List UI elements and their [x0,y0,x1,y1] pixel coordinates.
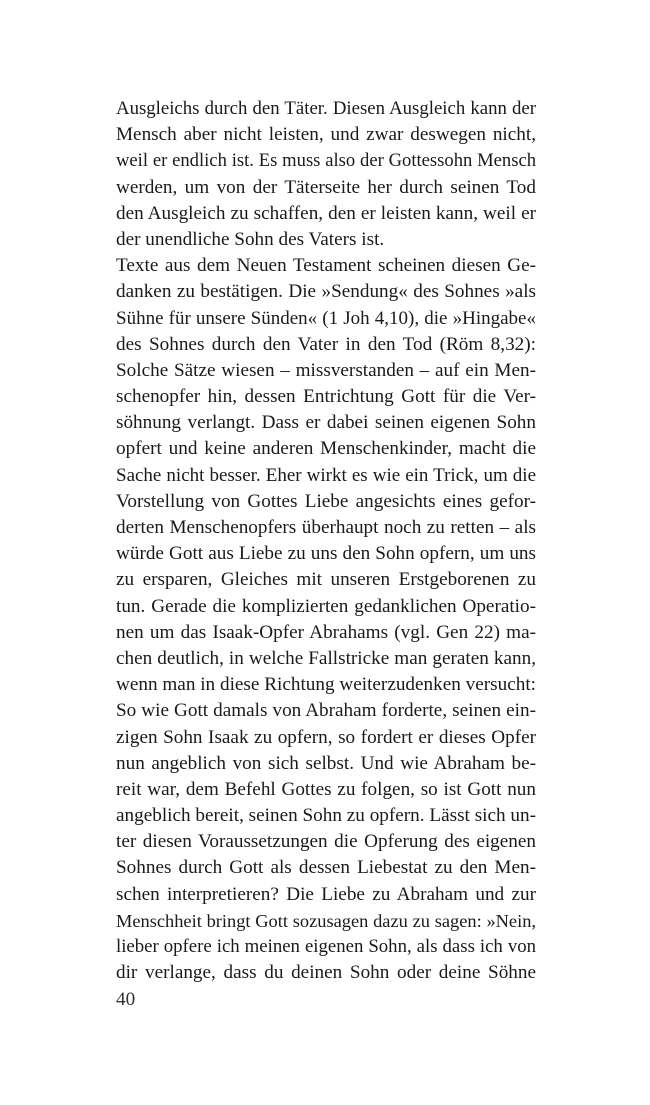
text-line: Sühne für unsere Sünden« (1 Joh 4,10), die »Hingabe« [116,307,536,329]
text-line: tun. Gerade die komplizierten gedanklichen Operatio- [116,595,536,617]
page-number: 40 [116,989,136,1010]
text-line: Texte aus dem Neuen Testament scheinen diesen Ge- [116,255,536,277]
text-line: des Sohnes durch den Vater in den Tod (Röm 8,32): [116,333,536,355]
text-line: den Ausgleich zu schaffen, den er leisten kann, weil er [116,202,536,224]
text-line: zu ersparen, Gleiches mit unseren Erstgeborenen zu [116,569,536,591]
text-line: dir verlange, dass du deinen Sohn oder deine Söhne [116,962,536,984]
text-line: nen um das Isaak-Opfer Abrahams (vgl. Gen 22) ma- [116,621,536,643]
text-line: chen deutlich, in welche Fallstricke man geraten kann, [116,647,536,669]
text-line: lieber opfere ich meinen eigenen Sohn, als dass ich von [116,936,536,957]
text-line: wenn man in diese Richtung weiterzudenken versucht: [116,674,536,696]
text-line: weil er endlich ist. Es muss also der Gottessohn Mensch [116,150,536,172]
text-line: nun angeblich von sich selbst. Und wie Abraham be- [116,752,536,774]
text-line: danken zu bestätigen. Die »Sendung« des Sohnes »als [116,281,536,303]
text-line: würde Gott aus Liebe zu uns den Sohn opfern, um uns [116,543,536,565]
text-line: reit war, dem Befehl Gottes zu folgen, so ist Gott nun [116,778,536,800]
text-line: derten Menschenopfers überhaupt noch zu retten – als [116,517,536,538]
text-line: Ausgleichs durch den Täter. Diesen Ausgleich kann der [116,98,536,119]
text-line: schenopfer hin, dessen Entrichtung Gott für die Ver- [116,386,536,408]
text-line: schen interpretieren? Die Liebe zu Abraham und zur [116,883,536,905]
body-text [116,96,536,986]
text-line: ter diesen Voraussetzungen die Opferung des eigenen [116,831,536,853]
text-line: werden, um von der Täterseite her durch seinen Tod [116,176,536,198]
text-line: Solche Sätze wiesen – missverstanden – auf ein Men- [116,359,536,381]
text-line: So wie Gott damals von Abraham forderte, seinen ein- [116,700,536,722]
text-line: opfert und keine anderen Menschenkinder, macht die [116,438,536,460]
text-line: zigen Sohn Isaak zu opfern, so fordert er dieses Opfer [116,726,536,748]
text-line: Sache nicht besser. Eher wirkt es wie ein Trick, um die [116,464,536,486]
text-line: Menschheit bringt Gott sozusagen dazu zu sagen: »Nein, [116,910,536,931]
text-line: Mensch aber nicht leisten, und zwar deswegen nicht, [116,124,536,146]
text-line: angeblich bereit, seinen Sohn zu opfern. Lässt sich un- [116,805,536,827]
text-line: Vorstellung von Gottes Liebe angesichts eines gefor- [116,490,536,512]
paragraph-end-line: der unendliche Sohn des Vaters ist. [116,228,385,250]
text-line: Sohnes durch Gott als dessen Liebestat zu den Men- [116,857,536,879]
text-line: söhnung verlangt. Dass er dabei seinen eigenen Sohn [116,412,536,434]
